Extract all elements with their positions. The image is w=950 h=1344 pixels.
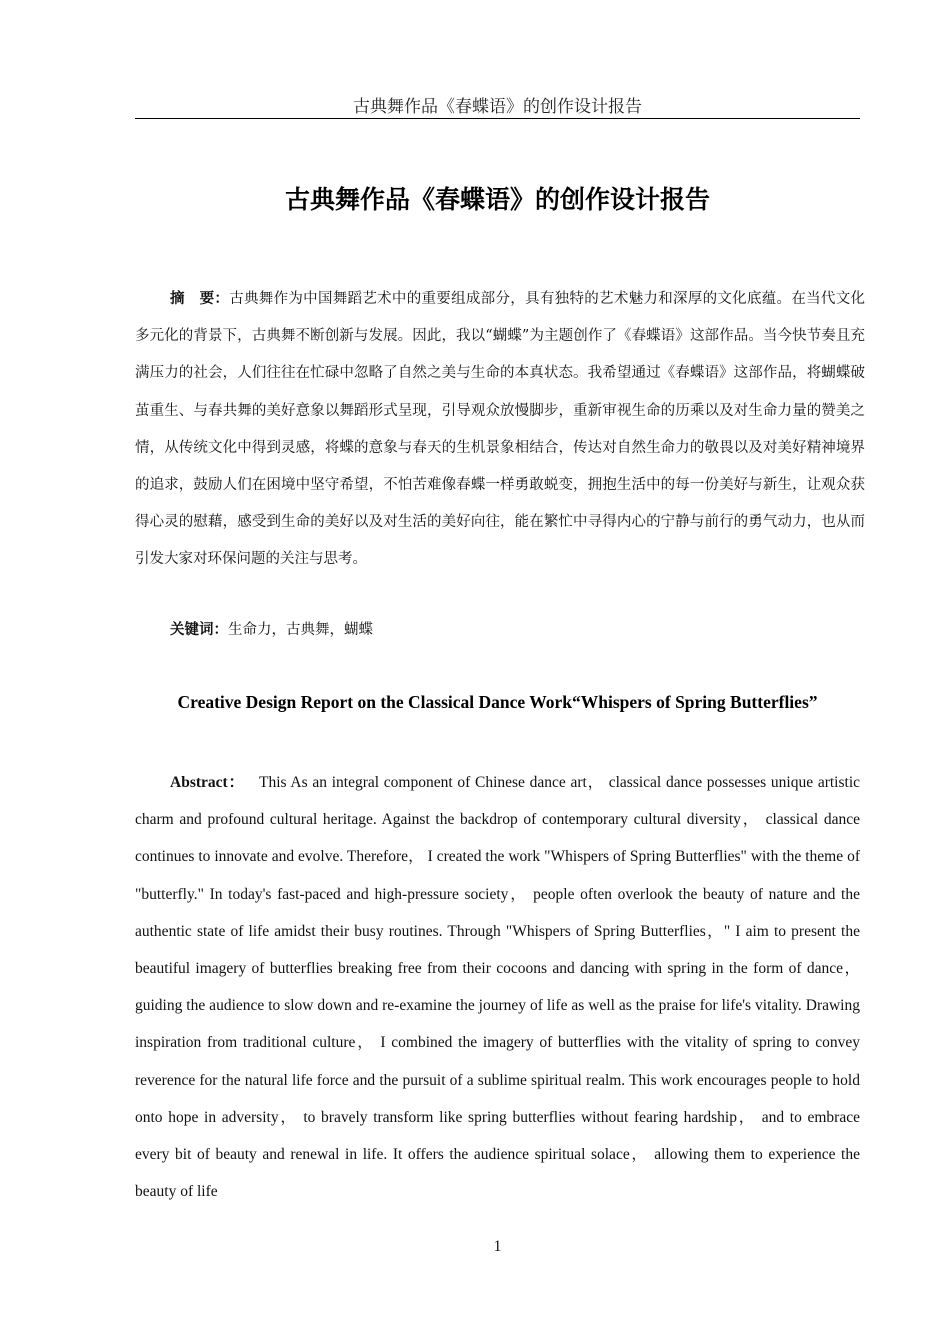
keywords-cn-label: 关键词： [170, 621, 228, 638]
abstract-cn [135, 280, 865, 579]
abstract-en-text: This As an integral component of Chinese dance art， classical dance possesses unique artistic charm and profound cultural heritage. Against the backdrop of contemporary cultural diversity， classical dance continues to innovate and evolve. Therefore， I created the work "Whispers of Spring Butterflies" with the theme of "butterfly." In today's fast-paced and high-pressure society， people often overlook the beauty of nature and the authentic state of life amidst their busy routines. Through "Whispers of Spring Butterflies，" I aim to present the beautiful imagery of butterflies breaking free from their cocoons and dancing with spring in the form of dance， guiding the audience to slow down and re-examine the journey of life as well as the praise for life's vitality. Drawing inspiration from traditional culture， I combined the imagery of butterflies with the vitality of spring to convey reverence for the natural life force and the pursuit of a sublime spiritual realm. This work encourages people to hold onto hope in adversity， to bravely transform like spring butterflies without fearing hardship， and to embrace every bit of beauty and renewal in life. It offers the audience spiritual solace， allowing them to experience the beauty of life [135, 774, 861, 1201]
abstract-en-label: Abstract： [170, 774, 245, 791]
running-header: 古典舞作品《春蝶语》的创作设计报告 [353, 97, 642, 117]
document-title-en: Creative Design Report on the Classical Dance Work“Whispers of Spring Butterflies” [177, 692, 818, 712]
keywords-cn [170, 617, 373, 643]
document-title-cn: 古典舞作品《春蝶语》的创作设计报告 [284, 185, 710, 214]
abstract-en [135, 764, 860, 1210]
keywords-cn-text: 生命力，古典舞，蝴蝶 [228, 622, 373, 638]
abstract-cn-text: 古典舞作为中国舞蹈艺术中的重要组成部分，具有独特的艺术魅力和深厚的文化底蕴。在当代文化多元化的背景下，古典舞不断创新与发展。因此，我以“蝴蝶”为主题创作了《春蝶语》这部作品。当今快节奏且充满压力的社会，人们往往在忙碌中忽略了自然之美与生命的本真状态。我希望通过《春蝶语》这部作品，将蝴蝶破茧重生、与春共舞的美好意象以舞蹈形式呈现，引导观众放慢脚步，重新审视生命的历乘以及对生命力量的赞美之情，从传统文化中得到灵感，将蝶的意象与春天的生机景象相结合，传达对自然生命力的敬畏以及对美好精神境界的追求，鼓励人们在困境中坚守希望，不怕苦难像春蝶一样勇敢蜕变，拥抱生活中的每一份美好与新生，让观众获得心灵的慰藉，感受到生命的美好以及对生活的美好向往，能在繁忙中寻得内心的宁静与前行的勇气动力，也从而引发大家对环保问题的关注与思考。 [135, 291, 866, 568]
page-number: 1 [493, 1238, 502, 1255]
header-divider [135, 118, 860, 119]
abstract-cn-label: 摘 要： [170, 290, 230, 307]
